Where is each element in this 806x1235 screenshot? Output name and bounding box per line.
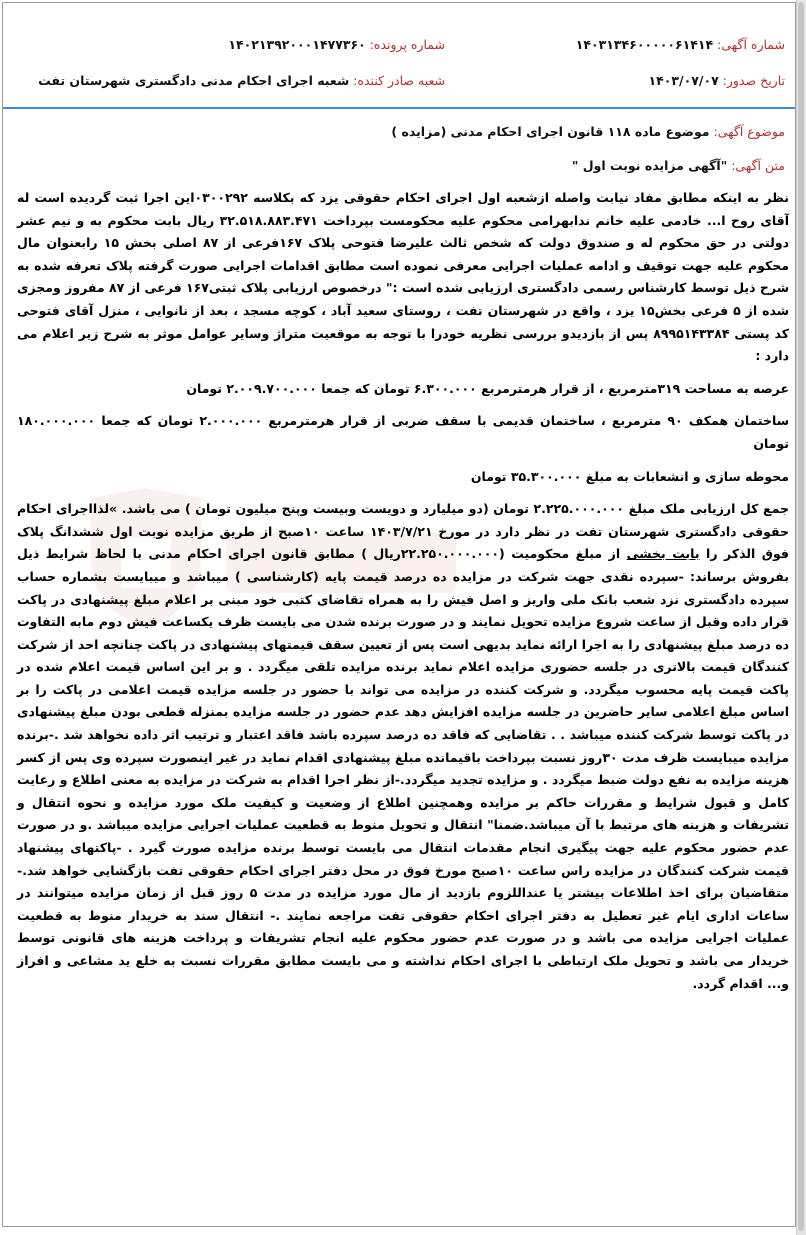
issue-date-label: تاریخ صدور: <box>722 73 785 88</box>
body-paragraph-building: ساختمان همکف ۹۰ مترمربع ، ساختمان قدیمی با سقف ضربی از قرار هرمترمربع ۲.۰۰۰.۰۰۰ تومان که جمعا ۱۸۰.۰۰۰.۰۰۰ تومان <box>17 413 790 451</box>
issue-date <box>649 73 785 88</box>
body-paragraph-intro: نظر به اینکه مطابق مفاد نیابت واصله ازشعبه اول اجرای احکام حقوقی یزد که بکلاسه ۰۳۰۰۲۹۲اين اجرا ثبت گردیده است له آقای روح ا... خادمی علیه خانم ندابهرامی محکوم علیه محکومست بپرداخت ۳۲.۵۱۸.۸۸۳.۴۷۱ ریال بابت محکوم به و نیم عشر دولتی در حق محکوم له و صندوق دولت که شخص ثالث علیرضا فتوحی پلاک ۱۶۷فرعی از ۸۷ اصلی بخش ۱۵ رابعنوان مال محکوم علیه جهت توقیف و ادامه عملیات اجرایی معرفی نموده است مطابق اقدامات اجرایی صورت گرفته پلاک تعرفه شده به شرح ذیل توسط کارشناس رسمی دادگستری ارزیابی شده است :" درخصوص ارزیابی پلاک ثبتی۱۶۷ فرعی از ۸۷ مفروز ومجزی شده از ۵ فرعی بخش۱۵ یزد ، واقع در شهرستان تفت ، روستای سعید آباد ، کوچه مسجد ، بعد از نانوایی ، منزل آقای فتوحی کد پستی ۸۹۹۵۱۴۳۳۸۴ پس از بازدیدو بررسی نظریه خودرا با توجه به موقعیت متراژ وسایر عوامل موثر به شرح زیر اعلام می دارد : <box>17 190 790 364</box>
case-number <box>228 37 445 52</box>
issuer-label: شعبه صادر کننده: <box>353 73 445 88</box>
ad-subject-value: موضوع ماده ۱۱۸ قانون اجرای احکام مدنی (مزایده ) <box>391 124 710 139</box>
ad-number <box>576 37 785 52</box>
issuer-value: شعبه اجرای احکام مدنی دادگستری شهرستان تفت <box>38 73 350 88</box>
ad-text-title: "آگهی مزایده نوبت اول " <box>571 158 728 173</box>
ad-subject <box>391 124 785 139</box>
scrollbar-thumb[interactable] <box>798 2 804 1231</box>
ad-subject-label: موضوع آگهی: <box>713 124 785 139</box>
ad-number-label: شماره آگهی: <box>717 37 785 52</box>
case-number-value: ۱۴۰۲۱۳۹۲۰۰۰۱۴۷۷۳۶۰ <box>228 37 366 52</box>
terms-text-a: جمع کل ارزیابی ملک مبلغ ۲.۲۲۵.۰۰۰.۰۰۰ تومان (دو میلیارد و دویست وبیست وپنج میلیون تومان ) می باشد. »لذااجرای احکام حقوقی دادگستری شهرستان تفت در نظر دارد در مورخ ۱۴۰۳/۷/۲۱ ساعت ۱۰صبح از طریق مزایده نوبت اول ششدانگ پلاک فوق الذکر را <box>17 501 790 562</box>
header-divider <box>3 107 795 109</box>
document-page <box>2 2 796 1227</box>
ad-number-value: ۱۴۰۳۱۳۴۶۰۰۰۰۰۶۱۴۱۴ <box>575 37 714 52</box>
body-paragraph-landscaping: محوطه سازی و انشعابات به مبلغ ۳۵.۳۰۰.۰۰۰ تومان <box>470 468 789 484</box>
issuer <box>38 73 445 88</box>
terms-text-b: از مبلغ محکومیت (۲۲.۲۵۰.۰۰۰.۰۰۰ریال ) مطابق قانون اجرای احکام مدنی با لحاظ شرایط ذیل بفروش برساند: -سپرده نقدی جهت شرکت در مزایده ده درصد قیمت پایه (کارشناسی ) میباشد و میبایست بشماره حساب سپرده دادگستری نزد شعب بانک ملی واریز و اصل فیش را به همراه تقاضای کتبی خود مبنی بر اعلام مبلغ پیشنهادی در پاکت قرار داده وقبل از ساعت شروع مزایده تحویل نمایند و در صورت برنده شدن می بایست ظرف یکساعت فیش دوم مابه التفاوت ده درصد مبلغ پیشنهادی را به اجرا ارائه نماید بدیهی است پس از تعیین سقف قیمتهای پیشنهادی در پاکت چنانچه احد از شرکت کنندگان قیمت بالاتری در جلسه حضوری مزایده اعلام نماید برنده مزایده تلقی میگردد . و بر این اساس قیمت اعلام شده در پاکت قیمت پایه محسوب میگردد. و شرکت کننده در مزایده می تواند با حضور در جلسه مزایده قیمت اعلامی در پاکت را بر اساس مبلغ اعلامی سایر حاضرین در جلسه مزایده افزایش دهد عدم حضور در جلسه مزایده بمنزله قطعی بودن مبلغ پیشنهادی در پاکت توسط شرکت کننده میباشد . . تقاضایی که فاقد ده درصد سپرده باشد فاقد اعتبار و ترتیب اثر داده نخواهد شد .-برنده مزایده میبایست ظرف مدت ۳۰روز نسبت بپرداخت باقیمانده مبلغ پیشنهادی اقدام نماید در غیر اینصورت سپرده وی پس از کسر هزینه مزایده به نفع دولت ضبط میگردد . و مزایده تجدید میگردد.-از نظر اجرا اقدام به شرکت در مزایده به معنی اطلاع و رعایت کامل و قبول شرایط و مقررات حاکم بر مزایده وهمچنین اطلاع از وضعیت و کیفیت ملک مورد مزایده و نحوه انتقال و تشریفات و هزینه های مرتبط با آن میباشد.ضمنا" انتقال و تحویل منوط به قطعیت عملیات اجرایی مزایده میباشد .و در صورت عدم حضور محکوم علیه جهت پیگیری انجام مقدمات انتقال می بایست توسط برنده مزایده صورت گیرد . -پاکتهای پیشنهاد قیمت شرکت کنندگان در مزایده راس ساعت ۱۰صبح مورخ فوق در محل دفتر اجرای احکام حقوقی تفت بازگشایی خواهد شد.-متقاضیان برای اخذ اطلاعات بیشتر یا عنداللزوم بازدید از مال مورد مزایده در مدت ۵ روز قبل از زمان مزایده میتوانند در ساعات اداری ایام غیر تعطیل به دفتر اجرای احکام حقوقی تفت مراجعه نمایند .- انتقال سند به خریدار منوط به قطعیت عملیات اجرایی مزایده می باشد و در صورت عدم حضور محکوم علیه انجام تشریفات و پرداخت هزینه های قانونی توسط خریدار می باشد و تحویل ملک ارتباطی با اجرای احکام نداشته و می بایست مطابق مقررات نسبت به خلع ید مشاعی و افراز و... اقدام گردد. <box>17 546 790 991</box>
ad-body <box>17 187 789 995</box>
ad-text-header <box>572 158 785 173</box>
vertical-scrollbar[interactable] <box>796 0 806 1235</box>
terms-underlined-text: بابت بخشی <box>626 546 700 562</box>
issue-date-value: ۱۴۰۳/۰۷/۰۷ <box>648 73 719 88</box>
ad-text-label: متن آگهی: <box>731 158 785 173</box>
case-number-label: شماره پرونده: <box>369 37 445 52</box>
body-paragraph-land: عرصه به مساحت ۳۱۹مترمربع ، از قرار هرمترمربع ۶.۳۰۰.۰۰۰ تومان که جمعا ۲.۰۰۹.۷۰۰.۰۰۰ تومان <box>186 380 789 396</box>
body-paragraph-terms <box>17 498 789 995</box>
